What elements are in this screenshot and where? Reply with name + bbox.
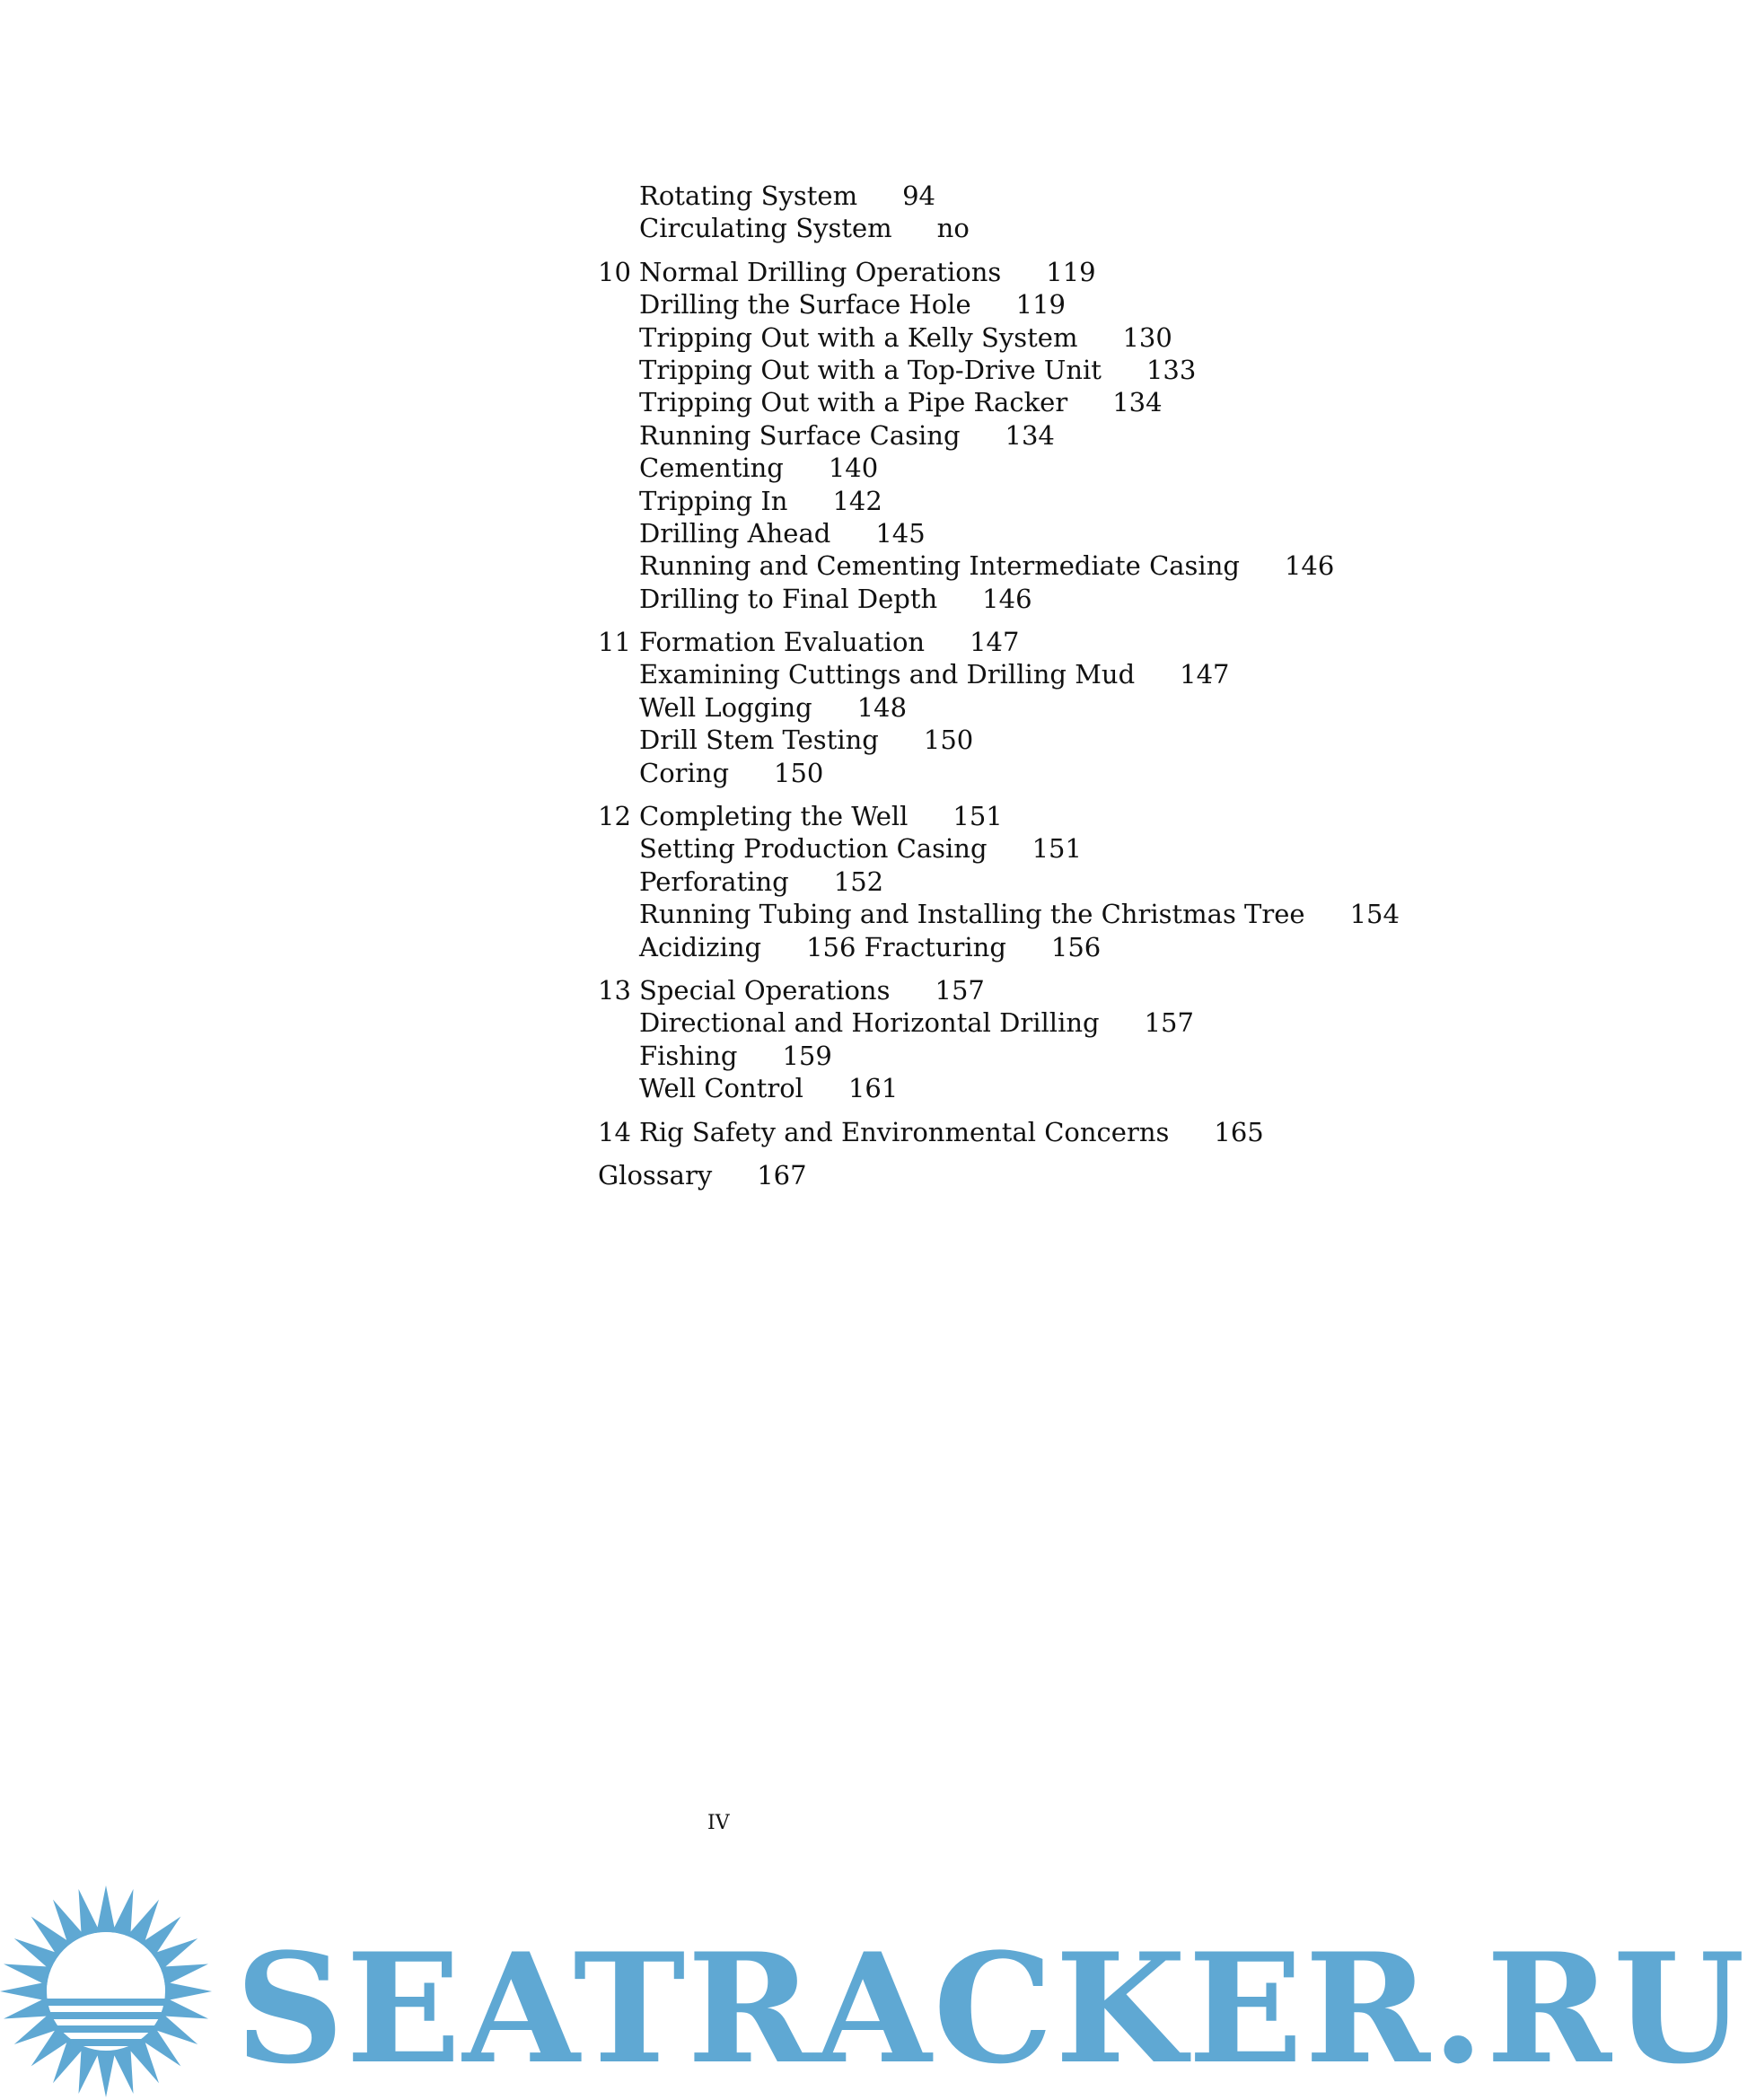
toc-entry (598, 212, 1406, 244)
toc-entry-title: Circulating System (639, 213, 892, 244)
toc-entry-title: Well Control (639, 1073, 803, 1104)
toc-entry (598, 724, 1406, 756)
toc-entry-title: Running Tubing and Installing the Christmas Tree (639, 899, 1305, 930)
toc-entry-title: Drilling the Surface Hole (639, 289, 971, 321)
toc-entry (598, 1040, 1406, 1072)
toc-entry-page: 134 (1005, 419, 1055, 451)
page-number: IV (707, 1812, 730, 1834)
toc-entry-page: no (936, 213, 970, 244)
chapter-page: 157 (935, 974, 985, 1006)
toc-entry-title: Drilling Ahead (639, 517, 831, 549)
toc-entry-page: 130 (1122, 321, 1172, 353)
toc-entry-title: Fishing (639, 1040, 738, 1071)
toc-entry (598, 757, 1406, 789)
toc-entry-page: 159 (782, 1040, 832, 1071)
toc-entry-page: 145 (875, 517, 926, 549)
toc-chapter-heading (598, 800, 1406, 832)
toc-entry-title: Rotating System (639, 180, 858, 211)
chapter-page: 165 (1214, 1116, 1264, 1147)
chapter-title: Special Operations (639, 974, 891, 1006)
toc-entry-title: Acidizing (639, 931, 762, 962)
toc-lead-group (598, 180, 1406, 245)
toc-entry (598, 658, 1406, 690)
toc-entry (598, 288, 1406, 321)
toc-glossary (598, 1159, 1406, 1191)
toc-entry (598, 1006, 1406, 1039)
chapter-number: 13 (598, 974, 631, 1006)
toc-entry-page: 147 (1180, 659, 1230, 690)
toc-entry-title: Cementing (639, 453, 784, 484)
toc-entry-page: 94 (902, 180, 935, 211)
toc-entry-page: 148 (856, 691, 908, 723)
toc-entry-page: 146 (1284, 550, 1335, 582)
toc-entry (598, 354, 1406, 386)
chapter-title: Rig Safety and Environmental Concerns (639, 1116, 1170, 1147)
toc-entry-page: 156 Fracturing (806, 931, 1006, 962)
toc-entry-page: 151 (1032, 833, 1082, 865)
chapter-page: 151 (953, 801, 1003, 832)
toc-chapter-13 (598, 974, 1406, 1105)
toc-entry (598, 452, 1406, 484)
sun-icon (0, 1885, 212, 2097)
toc-entry-title: Drilling to Final Depth (639, 583, 938, 614)
toc-entry-page: 134 (1112, 387, 1163, 418)
watermark-text: SEATRACKER.RU (235, 1920, 1747, 2097)
toc-entry-title: Tripping In (639, 485, 788, 516)
table-of-contents (598, 180, 1406, 1191)
toc-entry (598, 180, 1406, 212)
toc-entry-title: Examining Cuttings and Drilling Mud (639, 659, 1136, 690)
chapter-title: Completing the Well (639, 801, 909, 832)
toc-chapter-heading (598, 626, 1406, 658)
toc-entry (598, 931, 1406, 963)
toc-entry-page: 119 (1015, 289, 1066, 321)
toc-chapter-11 (598, 626, 1406, 789)
chapter-page: 119 (1046, 256, 1096, 287)
toc-entry-title: Setting Production Casing (639, 833, 988, 865)
toc-entry (598, 419, 1406, 452)
glossary-page: 167 (757, 1159, 807, 1191)
toc-entry (598, 549, 1406, 582)
toc-chapter-heading (598, 256, 1406, 288)
toc-chapter-12 (598, 800, 1406, 963)
toc-entry (598, 832, 1406, 865)
toc-entry-page: 133 (1146, 354, 1197, 385)
toc-entry-title: Directional and Horizontal Drilling (639, 1007, 1100, 1039)
toc-entry-page: 150 (923, 725, 974, 756)
toc-entry-title: Drill Stem Testing (639, 725, 879, 756)
chapter-page: 147 (970, 627, 1020, 658)
toc-entry (598, 1072, 1406, 1104)
toc-entry-page: 154 (1349, 899, 1400, 930)
toc-entry (598, 865, 1406, 898)
chapter-number: 14 (598, 1116, 631, 1147)
toc-entry (598, 485, 1406, 517)
toc-entry-title: Running Surface Casing (639, 419, 961, 451)
toc-entry (598, 386, 1406, 418)
toc-entry-page: 150 (774, 757, 824, 788)
toc-entry-page: 146 (982, 583, 1032, 614)
chapter-number: 12 (598, 801, 631, 832)
toc-chapter-10 (598, 256, 1406, 615)
toc-entry-title: Well Logging (639, 691, 812, 723)
toc-entry-page: 140 (828, 453, 879, 484)
toc-entry (598, 517, 1406, 549)
toc-entry-title: Running and Cementing Intermediate Casing (639, 550, 1240, 582)
toc-chapter-14 (598, 1116, 1406, 1148)
toc-entry (598, 898, 1406, 930)
chapter-number: 10 (598, 256, 631, 287)
toc-entry-page: 161 (847, 1073, 899, 1104)
toc-entry-page: 142 (832, 485, 882, 516)
toc-chapter-heading (598, 1116, 1406, 1148)
toc-entry-title: Tripping Out with a Top-Drive Unit (639, 354, 1102, 385)
toc-entry-page: 156 (1050, 931, 1102, 962)
toc-entry (598, 321, 1406, 354)
chapter-number: 11 (598, 627, 631, 658)
toc-entry-title: Coring (639, 757, 730, 788)
toc-entry-page: 157 (1144, 1007, 1194, 1039)
toc-entry-title: Tripping Out with a Pipe Racker (639, 387, 1068, 418)
chapter-title: Normal Drilling Operations (639, 256, 1002, 287)
toc-entry-page: 152 (833, 865, 884, 897)
glossary-title: Glossary (598, 1159, 713, 1191)
toc-entry (598, 583, 1406, 615)
toc-entry (598, 691, 1406, 724)
toc-entry-title: Tripping Out with a Kelly System (639, 321, 1078, 353)
toc-chapter-heading (598, 974, 1406, 1006)
toc-entry-title: Perforating (639, 865, 789, 897)
chapter-title: Formation Evaluation (639, 627, 926, 658)
